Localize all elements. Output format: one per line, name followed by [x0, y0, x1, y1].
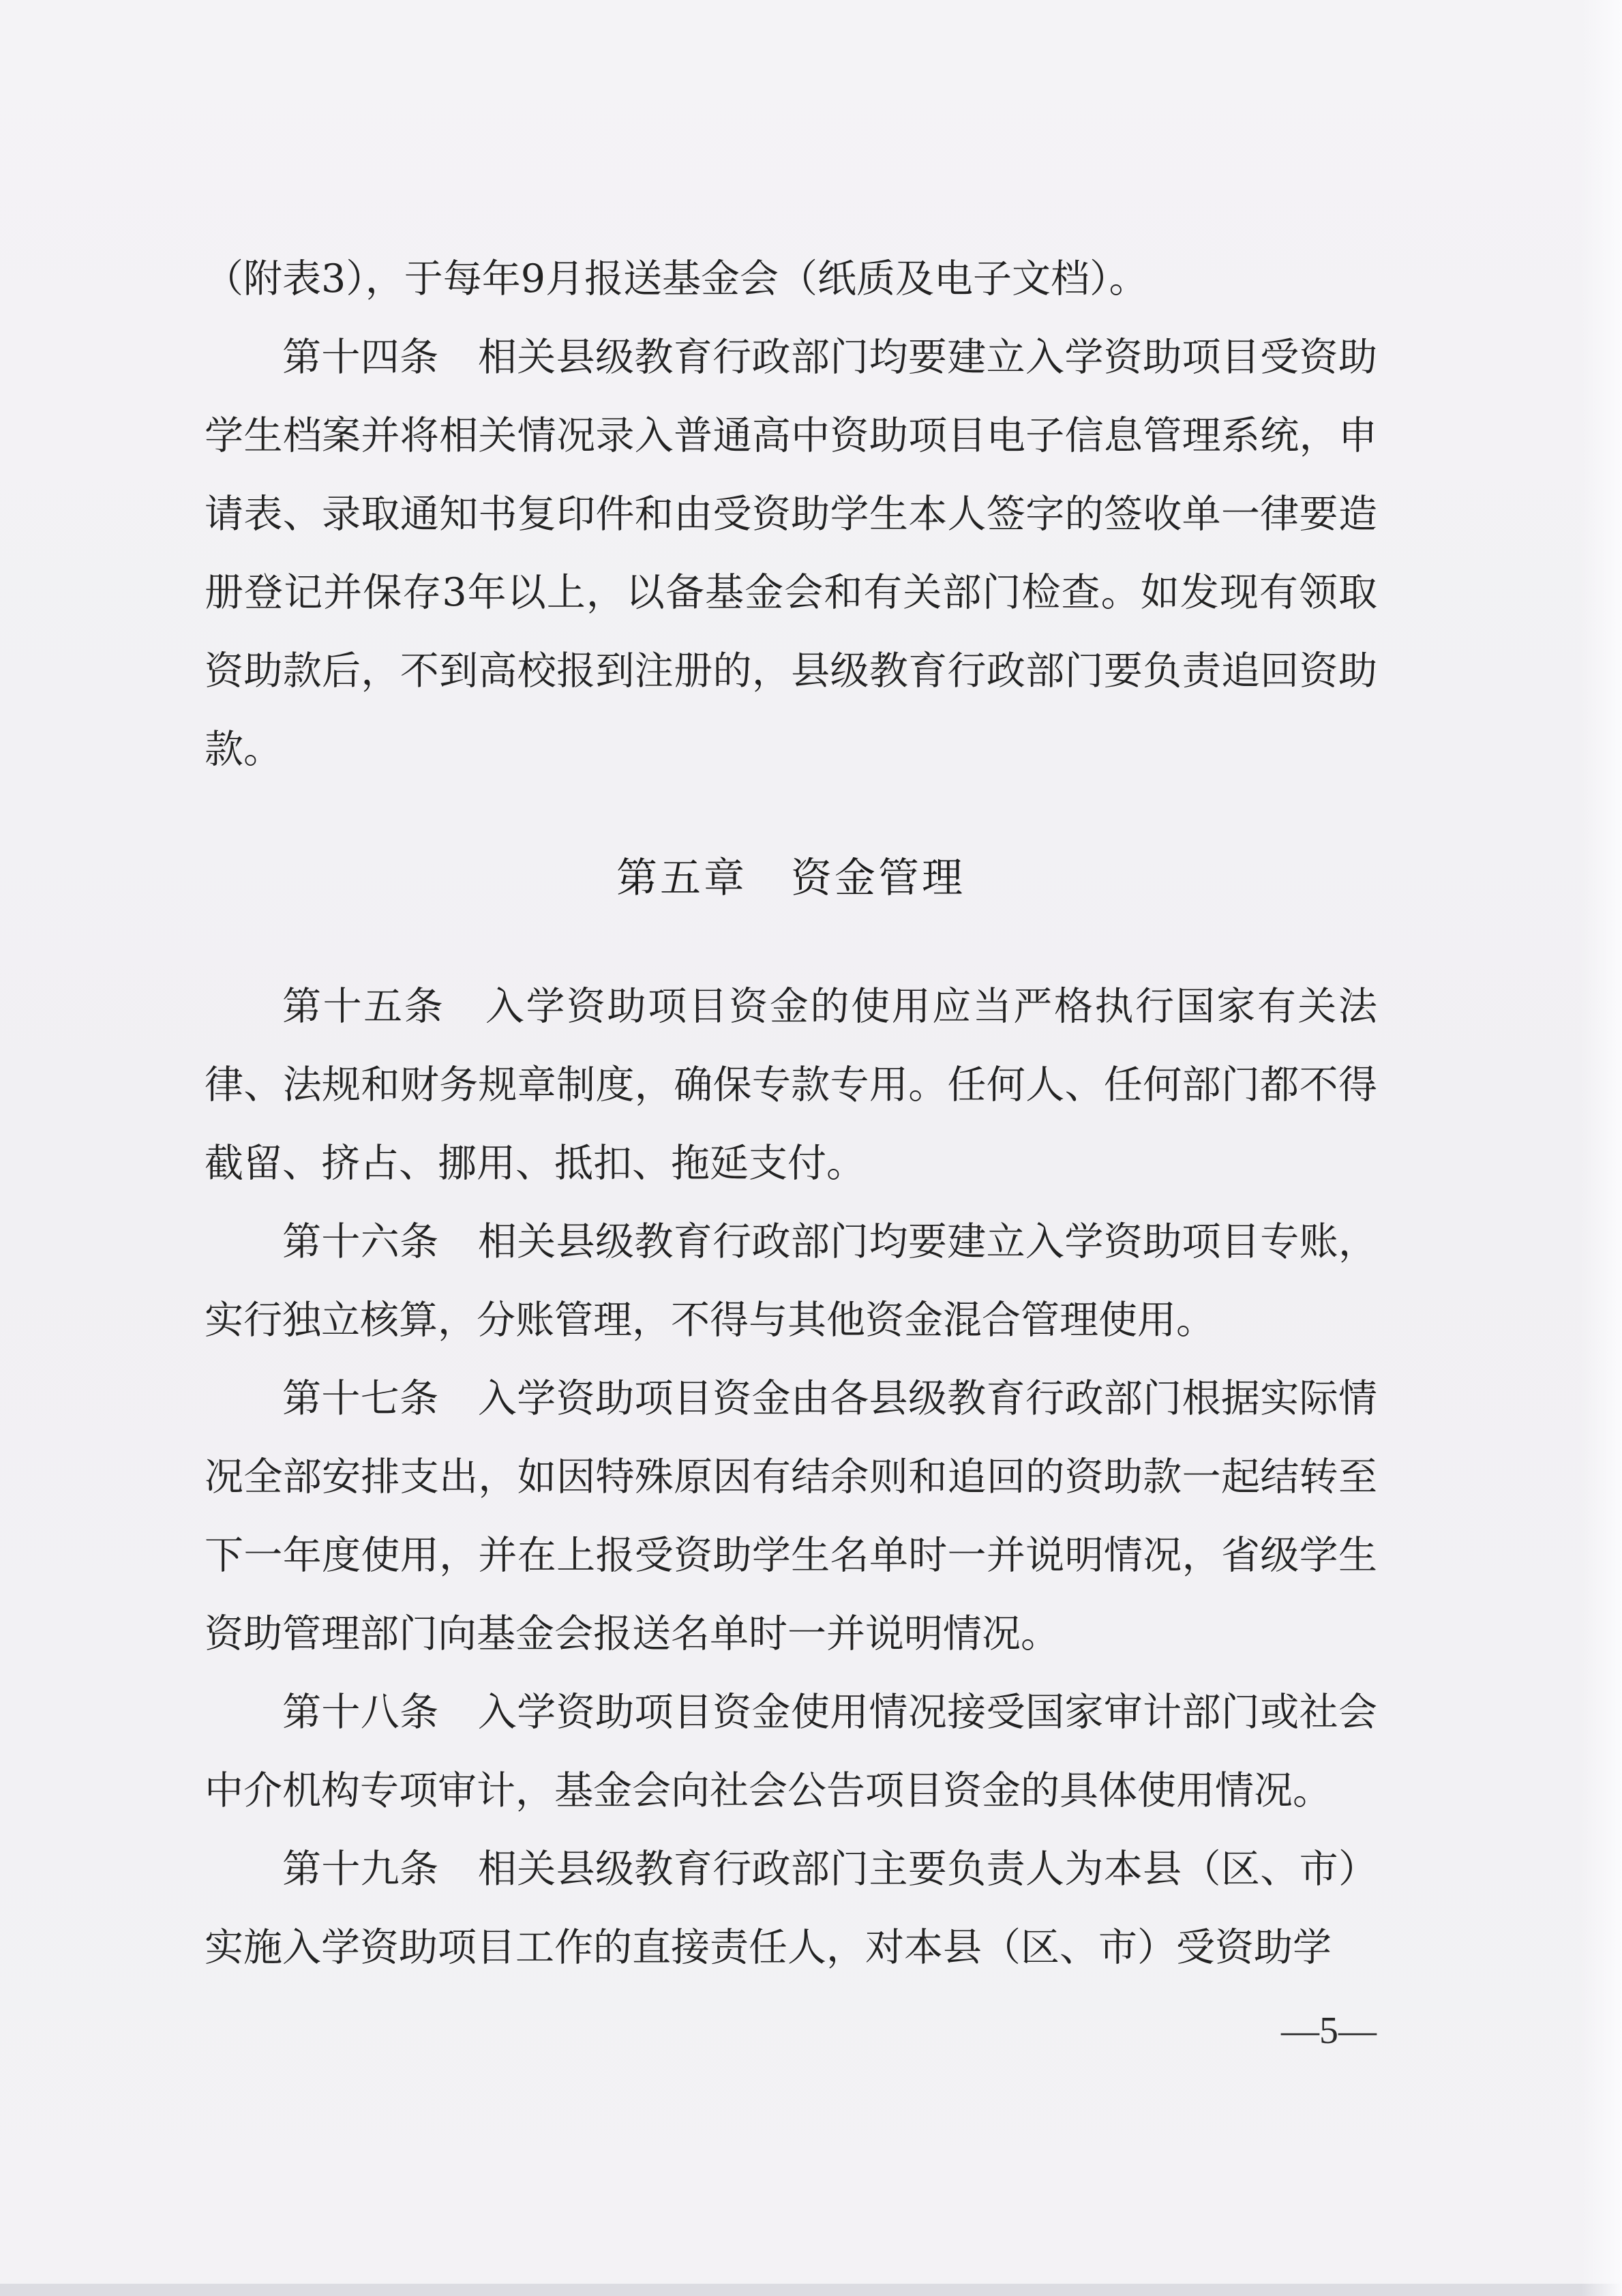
paragraph-continuation: （附表3），于每年9月报送基金会（纸质及电子文档）。 — [205, 256, 1148, 301]
article-19: 第十九条 相关县级教育行政部门主要负责人为本县（区、市）实施入学资助项目工作的直接责任人，对本县（区、市）受资助学 — [205, 1847, 1377, 1970]
page-number: —5— — [1281, 2010, 1377, 2052]
chapter-heading: 第五章 资金管理 — [616, 854, 965, 902]
scan-edge — [0, 2284, 1622, 2296]
document-body — [205, 240, 1377, 1987]
article-18: 第十八条 入学资助项目资金使用情况接受国家审计部门或社会中介机构专项审计，基金会向社会公告项目资金的具体使用情况。 — [205, 1690, 1377, 1813]
article-14: 第十四条 相关县级教育行政部门均要建立入学资助项目受资助学生档案并将相关情况录入普通高中资助项目电子信息管理系统，申请表、录取通知书复印件和由受资助学生本人签字的签收单一律要造册登记并保存3年以上，以备基金会和有关部门检查。如发现有领取资助款后，不到高校报到注册的，县级教育行政部门要负责追回资助款。 — [205, 335, 1377, 772]
article-16: 第十六条 相关县级教育行政部门均要建立入学资助项目专账，实行独立核算，分账管理，不得与其他资金混合管理使用。 — [205, 1219, 1377, 1343]
article-17: 第十七条 入学资助项目资金由各县级教育行政部门根据实际情况全部安排支出，如因特殊原因有结余则和追回的资助款一起结转至下一年度使用，并在上报受资助学生名单时一并说明情况，省级学生资助管理部门向基金会报送名单时一并说明情况。 — [205, 1376, 1377, 1656]
article-15: 第十五条 入学资助项目资金的使用应当严格执行国家有关法律、法规和财务规章制度，确保专款专用。任何人、任何部门都不得截留、挤占、挪用、抵扣、拖延支付。 — [205, 984, 1377, 1186]
